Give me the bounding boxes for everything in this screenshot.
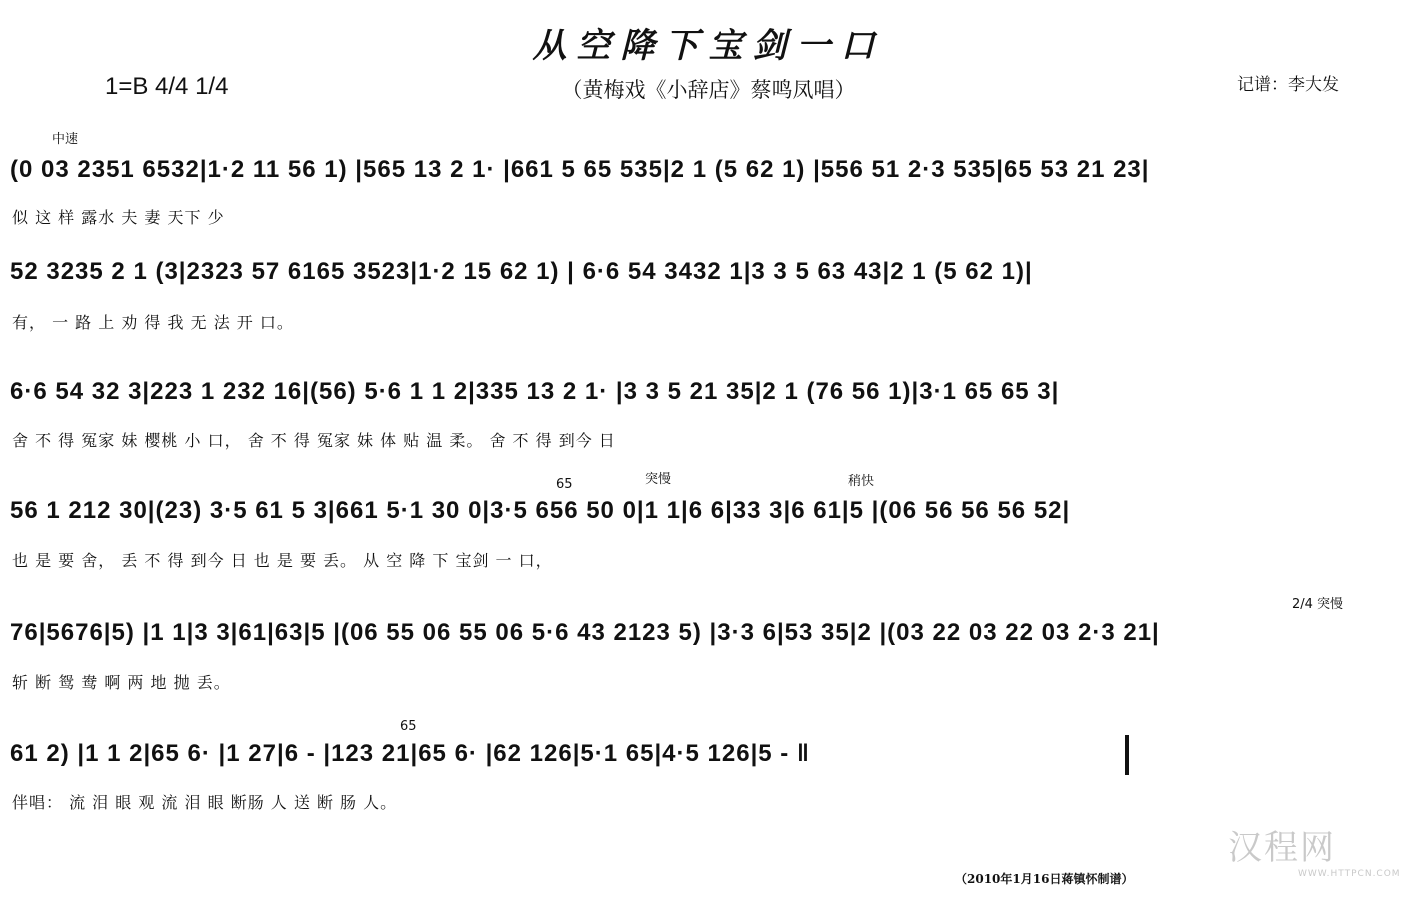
score-line-3: 6·6 54 32 3|223 1 232 16|(56) 5·6 1 1 2|335 13 2 1· |3 3 5 21 35|2 1 (76 56 1)|3·1 65 65 3| [10,378,1060,405]
key-signature: 1=B 4/4 1/4 [105,73,229,100]
tempo-marking-sudden-slow: 突慢 [645,472,672,487]
watermark-url: WWW.HTTPCN.COM [1298,869,1401,879]
footer-credit: （2010年1月16日蒋镇怀制谱） [955,872,1134,886]
lyrics-line-5: 斩 断 鸳 鸯 啊 两 地 抛 丢。 [12,673,231,692]
site-watermark [1228,820,1401,879]
grace-note-marking: 65 [400,719,417,734]
lyrics-line-2: 有， 一 路 上 劝 得 我 无 法 开 口。 [12,313,294,332]
lyrics-line-3: 舍 不 得 冤家 妹 樱桃 小 口， 舍 不 得 冤家 妹 体 贴 温 柔。 舍 不 得 到今 日 [12,431,616,450]
grace-note-marking: 65 [556,477,573,492]
lyrics-line-4: 也 是 要 舍， 丢 不 得 到今 日 也 是 要 丢。 从 空 降 下 宝剑 一 口， [12,551,553,570]
score-line-1: (0 03 2351 6532|1·2 11 56 1) |565 13 2 1· |661 5 65 535|2 1 (5 62 1) |556 51 2·3 535|65 53 21 23| [10,156,1150,183]
final-barline [1125,735,1129,775]
meter-change-marking: 2/4 突慢 [1292,597,1344,612]
lyrics-line-6: 伴唱： 流 泪 眼 观 流 泪 眼 断肠 人 送 断 肠 人。 [12,793,398,812]
transcriber-credit: 记谱：李大发 [1237,75,1339,95]
score-line-6: 61 2) |1 1 2|65 6· |1 27|6 - |123 21|65 6· |62 126|5·1 65|4·5 126|5 - ‖ [10,740,810,767]
page-subtitle: （黄梅戏《小辞店》蔡鸣凤唱） [561,78,856,102]
score-line-2: 52 3235 2 1 (3|2323 57 6165 3523|1·2 15 62 1) | 6·6 54 3432 1|3 3 5 63 43|2 1 (5 62 1)| [10,258,1033,285]
tempo-marking-slightly-fast: 稍快 [848,474,875,489]
lyrics-line-1: 似 这 样 露水 夫 妻 天下 少 [12,208,225,227]
score-line-5: 76|5676|5) |1 1|3 3|61|63|5 |(06 55 06 55 06 5·6 43 2123 5) |3·3 6|53 35|2 |(03 22 03 22 03 2·3 21| [10,619,1160,646]
watermark-logo-text: 汉程网 [1228,828,1336,868]
page-title: 从空降下宝剑一口 [532,26,885,66]
tempo-marking-moderato: 中速 [52,132,79,147]
score-line-4: 56 1 212 30|(23) 3·5 61 5 3|661 5·1 30 0|3·5 656 50 0|1 1|6 6|33 3|6 61|5 |(06 56 56 56 52| [10,497,1071,524]
